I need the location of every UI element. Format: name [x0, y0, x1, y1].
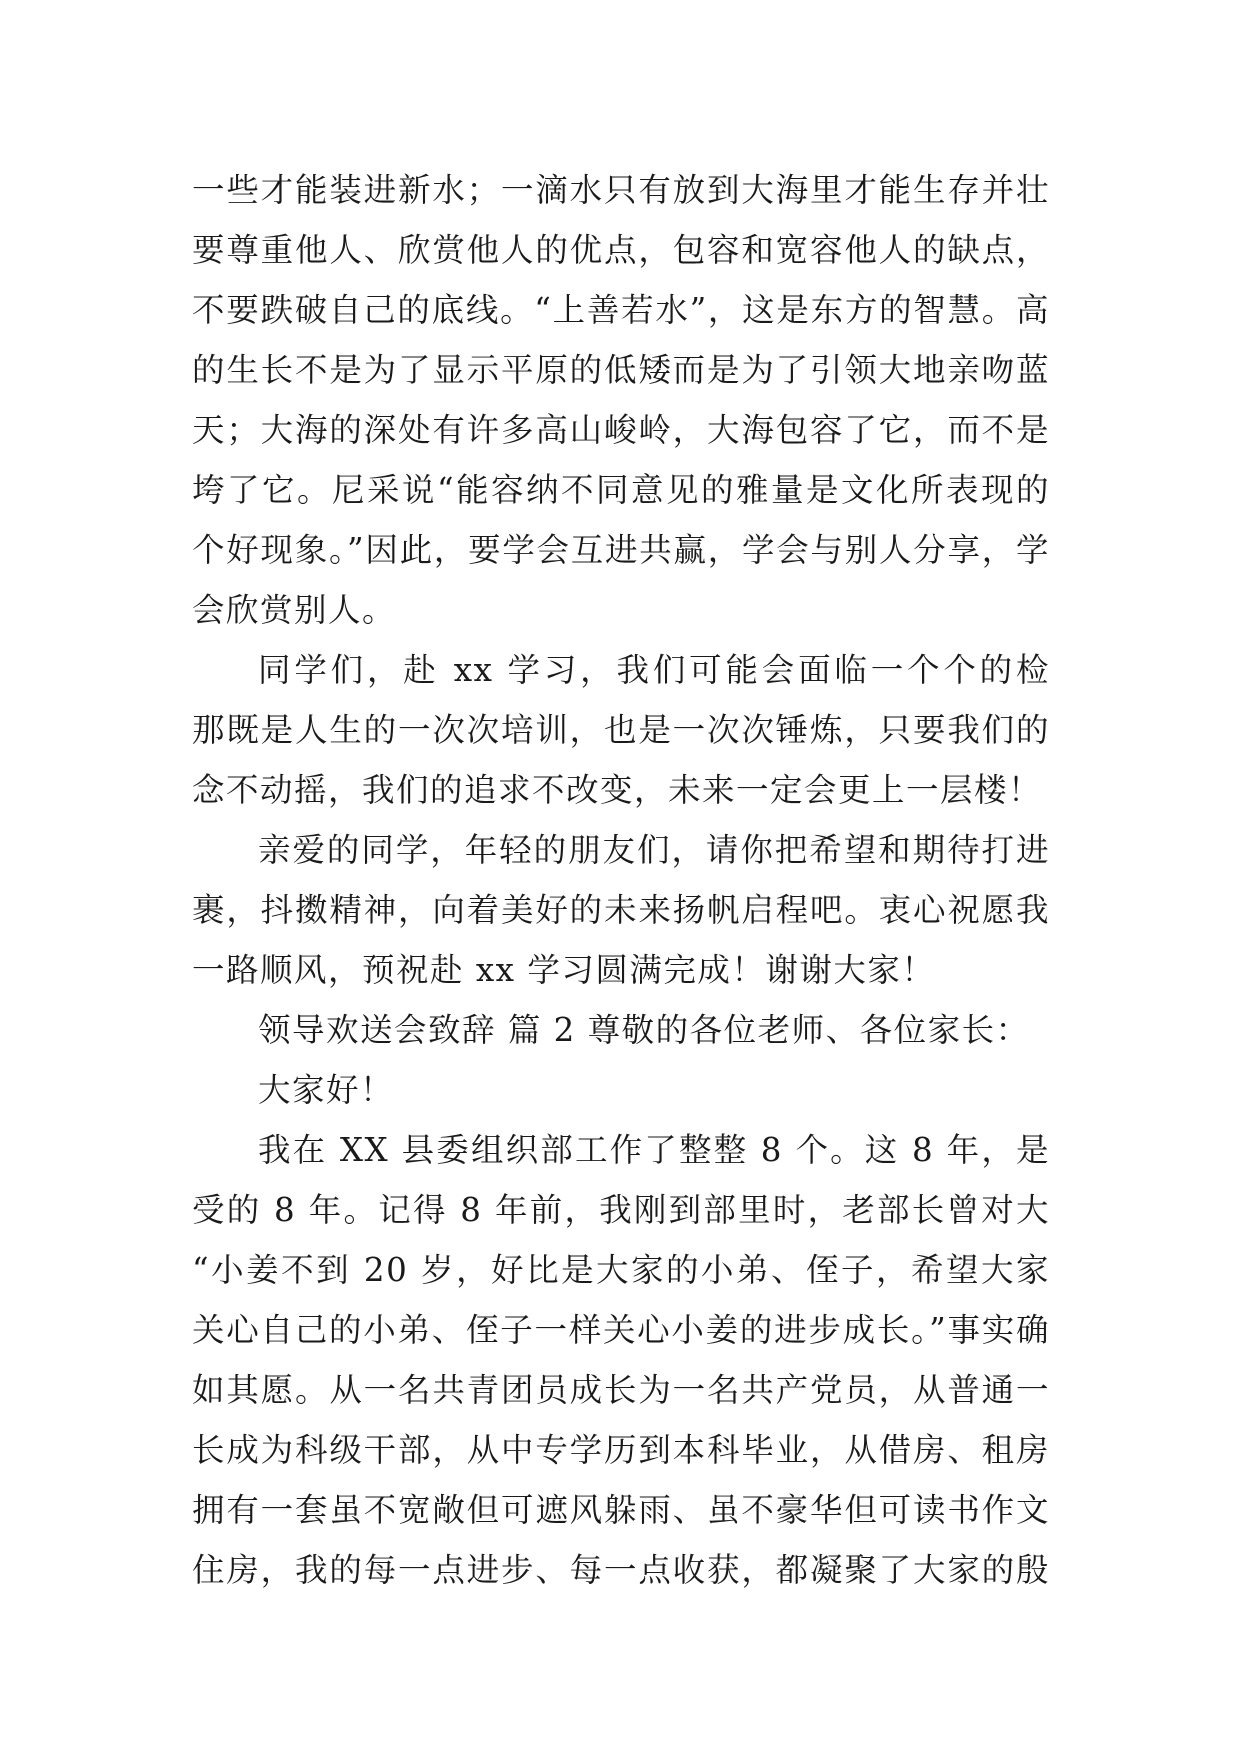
text-line: 的生长不是为了显示平原的低矮而是为了引领大地亲吻蓝: [192, 351, 1050, 389]
paragraph-first-line: 亲爱的同学，年轻的朋友们，请你把希望和期待打进: [258, 831, 1050, 869]
text-line: 要尊重他人、欣赏他人的优点，包容和宽容他人的缺点，: [192, 231, 1050, 269]
text-line: 念不动摇，我们的追求不改变，未来一定会更上一层楼！: [192, 771, 1043, 809]
text-line: 垮了它。尼采说“能容纳不同意见的雅量是文化所表现的: [192, 471, 1050, 509]
text-line: 不要跌破自己的底线。“上善若水”，这是东方的智慧。高: [192, 291, 1050, 329]
text-line: 裹，抖擞精神，向着美好的未来扬帆启程吧。衷心祝愿我: [192, 891, 1050, 929]
text-line: 那既是人生的一次次培训，也是一次次锤炼，只要我们的: [192, 711, 1050, 749]
paragraph-first-line: 同学们，赴 xx 学习，我们可能会面临一个个的检: [258, 651, 1050, 689]
text-line: 一路顺风，预祝赴 xx 学习圆满完成！谢谢大家！: [192, 951, 936, 989]
text-line: 关心自己的小弟、侄子一样关心小姜的进步成长。”事实确: [192, 1311, 1050, 1349]
paragraph-first-line: 我在 XX 县委组织部工作了整整 8 个。这 8 年，是: [258, 1131, 1050, 1169]
greeting-line: 大家好！: [258, 1071, 395, 1109]
document-body: [192, 160, 1050, 1600]
text-line: 受的 8 年。记得 8 年前，我刚到部里时，老部长曾对大: [192, 1191, 1050, 1229]
text-line: 天；大海的深处有许多高山峻岭，大海包容了它，而不是: [192, 411, 1050, 449]
text-line: 如其愿。从一名共青团员成长为一名共产党员，从普通一: [192, 1371, 1050, 1409]
section-heading-line: 领导欢送会致辞 篇 2 尊敬的各位老师、各位家长：: [258, 1011, 1030, 1049]
text-line: “小姜不到 20 岁，好比是大家的小弟、侄子，希望大家: [192, 1251, 1050, 1289]
text-line: 长成为科级干部，从中专学历到本科毕业，从借房、租房: [192, 1431, 1050, 1469]
text-line: 一些才能装进新水；一滴水只有放到大海里才能生存并壮: [192, 171, 1050, 209]
text-line: 拥有一套虽不宽敞但可遮风躲雨、虽不豪华但可读书作文: [192, 1491, 1050, 1529]
text-line: 个好现象。”因此，要学会互进共赢，学会与别人分享，学: [192, 531, 1050, 569]
text-line: 会欣赏别人。: [192, 591, 397, 629]
text-line: 住房，我的每一点进步、每一点收获，都凝聚了大家的殷: [192, 1551, 1050, 1589]
